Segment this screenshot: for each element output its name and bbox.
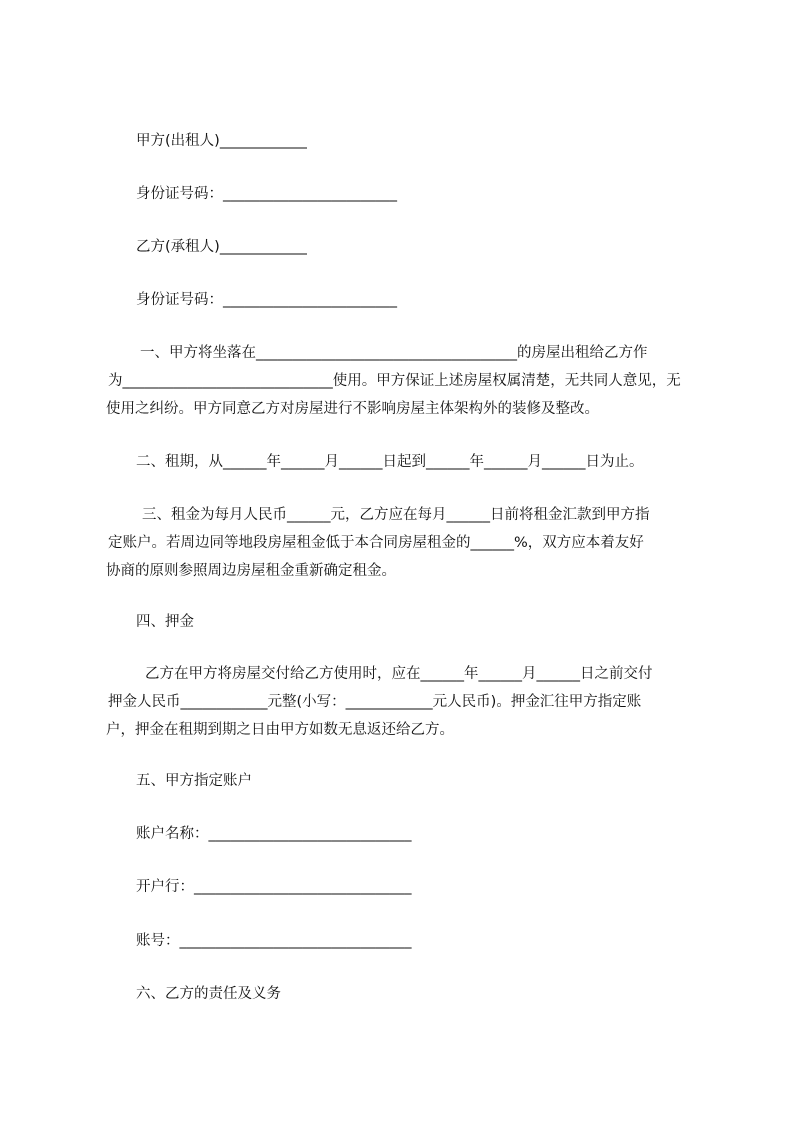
clause-1-line-1: 一、甲方将坐落在____________________________________的房屋出租给乙方作 (140, 345, 648, 361)
party-b-id-line: 身份证号码：________________________ (136, 292, 397, 308)
clause-5-heading: 五、甲方指定账户 (136, 773, 252, 789)
bank-line: 开户行：______________________________ (136, 879, 412, 895)
clause-3-line-3: 协商的原则参照周边房屋租金重新确定租金。 (106, 563, 396, 579)
clause-4-line-2: 押金人民币____________元整(小写：____________元人民币)。押金汇往甲方指定账 (108, 694, 642, 710)
clause-1-line-3: 使用之纠纷。甲方同意乙方对房屋进行不影响房屋主体架构外的装修及整改。 (106, 401, 599, 417)
clause-3-line-1: 三、租金为每月人民币______元，乙方应在每月______日前将租金汇款到甲方指 (142, 507, 650, 523)
clause-6-heading: 六、乙方的责任及义务 (136, 986, 281, 1002)
account-name-line: 账户名称：____________________________ (136, 826, 412, 842)
clause-4-line-1: 乙方在甲方将房屋交付给乙方使用时，应在______年______月______日之前交付 (145, 666, 653, 682)
clause-2-line: 二、租期，从______年______月______日起到______年______月______日为止。 (136, 454, 644, 470)
clause-4-line-3: 户，押金在租期到期之日由甲方如数无息返还给乙方。 (106, 722, 454, 738)
account-number-line: 账号：________________________________ (136, 933, 412, 949)
clause-1-line-2: 为_____________________________使用。甲方保证上述房屋权属清楚，无共同人意见，无 (108, 373, 681, 389)
clause-4-heading: 四、押金 (136, 614, 194, 630)
party-b-line: 乙方(承租人)____________ (136, 239, 307, 255)
clause-3-line-2: 定账户。若周边同等地段房屋租金低于本合同房屋租金的______%，双方应本着友好 (108, 535, 644, 551)
party-a-line: 甲方(出租人)____________ (136, 133, 307, 149)
party-a-id-line: 身份证号码：________________________ (136, 186, 397, 202)
